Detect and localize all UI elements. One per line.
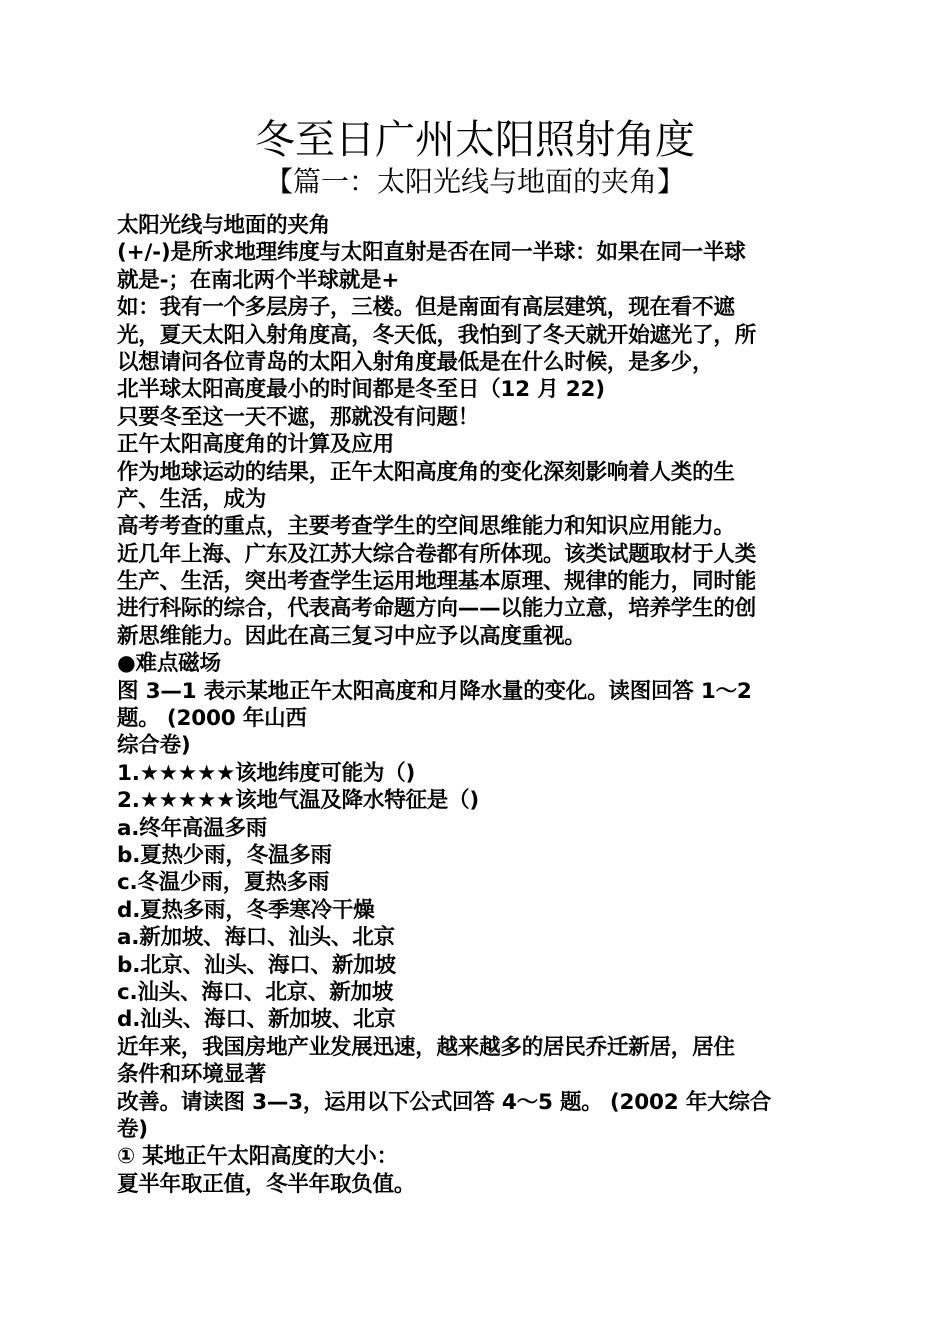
text-line: 北半球太阳高度最小的时间都是冬至日（12 月 22) <box>117 377 605 403</box>
text-line: 作为地球运动的结果，正午太阳高度角的变化深刻影响着人类的生 <box>117 459 735 485</box>
text-line: 卷) <box>117 1116 148 1142</box>
text-line: 近年来，我国房地产业发展迅速，越来越多的居民乔迁新居，居住 <box>117 1034 735 1060</box>
text-line: 就是-；在南北两个半球就是+ <box>117 267 400 293</box>
document-body <box>117 212 837 1198</box>
text-line: 条件和环境显著 <box>117 1062 267 1088</box>
text-line: 近几年上海、广东及江苏大综合卷都有所体现。该类试题取材于人类 <box>117 541 757 567</box>
text-line: 只要冬至这一天不遮，那就没有问题！ <box>117 404 480 430</box>
text-line: 新思维能力。因此在高三复习中应予以高度重视。 <box>117 623 586 649</box>
text-line: 1.★★★★★该地纬度可能为（) <box>117 760 416 786</box>
text-line: 太阳光线与地面的夹角 <box>117 213 331 238</box>
text-line: 高考考查的重点，主要考查学生的空间思维能力和知识应用能力。 <box>117 514 735 540</box>
text-line: c.汕头、海口、北京、新加坡 <box>117 979 394 1005</box>
text-line: 2.★★★★★该地气温及降水特征是（) <box>117 788 480 814</box>
text-line: 生产、生活，突出考查学生运用地理基本原理、规律的能力，同时能 <box>117 569 757 595</box>
text-line: ●难点磁场 <box>117 651 221 677</box>
text-line: 图 3—1 表示某地正午太阳高度和月降水量的变化。读图回答 1～2 <box>117 678 752 704</box>
text-line: d.夏热多雨，冬季寒冷干燥 <box>117 897 375 923</box>
text-line: 以想请问各位青岛的太阳入射角度最低是在什么时候，是多少， <box>117 349 714 375</box>
text-line: a.终年高温多雨 <box>117 815 268 841</box>
text-line: 光，夏天太阳入射角度高，冬天低，我怕到了冬天就开始遮光了，所 <box>117 322 757 348</box>
text-line: 改善。请读图 3—3，运用以下公式回答 4～5 题。 (2002 年大综合 <box>117 1089 772 1115</box>
text-line: c.冬温少雨，夏热多雨 <box>117 870 330 896</box>
text-line: 如：我有一个多层房子，三楼。但是南面有高层建筑，现在看不遮 <box>117 295 735 321</box>
text-line: b.北京、汕头、海口、新加坡 <box>117 952 396 978</box>
text-line: 夏半年取正值，冬半年取负值。 <box>117 1171 416 1197</box>
text-line: b.夏热少雨，冬温多雨 <box>117 842 332 868</box>
text-line: (+/-)是所求地理纬度与太阳直射是否在同一半球：如果在同一半球 <box>117 240 746 266</box>
page-title: 冬至日广州太阳照射角度 <box>255 117 695 163</box>
text-line: 正午太阳高度角的计算及应用 <box>117 432 394 458</box>
text-line: 综合卷) <box>117 733 191 759</box>
text-line: 进行科际的综合，代表高考命题方向——以能力立意，培养学生的创 <box>117 596 757 622</box>
text-line: a.新加坡、海口、汕头、北京 <box>117 925 395 951</box>
page-subtitle: 【篇一：太阳光线与地面的夹角】 <box>264 165 685 198</box>
text-line: d.汕头、海口、新加坡、北京 <box>117 1007 396 1033</box>
text-line: 题。 (2000 年山西 <box>117 706 307 732</box>
text-line: 产、生活，成为 <box>117 486 267 512</box>
text-line: ① 某地正午太阳高度的大小： <box>117 1144 398 1170</box>
